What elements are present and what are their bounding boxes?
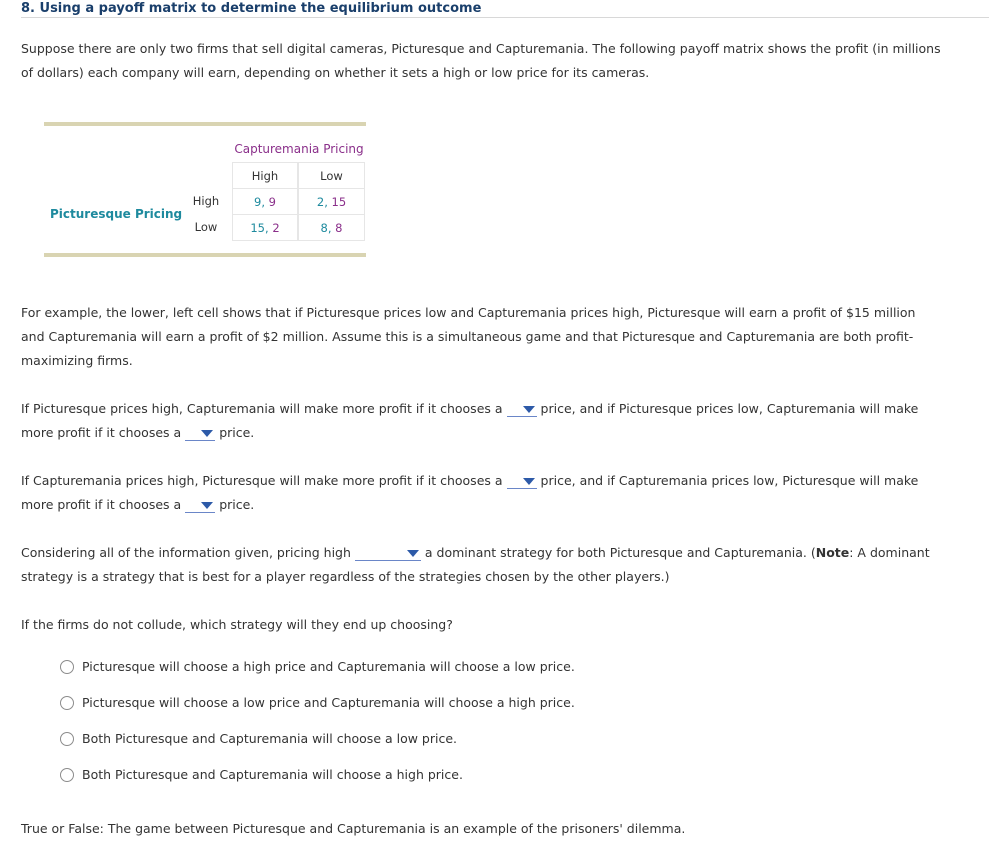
payoff-cell-low-high: 15, 2 (232, 214, 298, 241)
example-paragraph: For example, the lower, left cell shows that if Picturesque prices low and Capturemania prices high, Picturesque will earn a profit of $15 million and Capturemania will earn a profit of $2 million. Assume this is a simultaneous game and that Picturesque and Capturemania are both profit-maximizing firms. (21, 305, 916, 368)
chevron-down-icon (201, 430, 213, 437)
chevron-down-icon (523, 406, 535, 413)
option-label: Both Picturesque and Capturemania will choose a low price. (82, 731, 458, 746)
dropdown-dominant-strategy[interactable] (355, 546, 421, 561)
option-label: Both Picturesque and Capturemania will choose a high price. (82, 767, 463, 782)
row-label-high: High (192, 194, 220, 208)
question-no-collusion: If the firms do not collude, which strategy will they end up choosing? (21, 617, 453, 632)
radio-button[interactable] (60, 768, 74, 782)
dropdown-picturesque-if-high[interactable] (507, 474, 537, 489)
dropdown-picturesque-if-low[interactable] (185, 498, 215, 513)
row-player-header: Picturesque Pricing (50, 207, 183, 221)
radio-button[interactable] (60, 696, 74, 710)
radio-button[interactable] (60, 660, 74, 674)
intro-paragraph: Suppose there are only two firms that sell digital cameras, Picturesque and Capturemania. The following payoff matrix shows the profit (in millions of dollars) each company will earn, depending on whether it sets a high or low price for its cameras. (21, 41, 941, 80)
column-label-low: Low (298, 162, 365, 189)
payoff-cell-high-high: 9, 9 (232, 188, 298, 215)
payoff-matrix (44, 122, 366, 258)
chevron-down-icon (523, 478, 535, 485)
payoff-cell-high-low: 2, 15 (298, 188, 365, 215)
radio-button[interactable] (60, 732, 74, 746)
column-player-header: Capturemania Pricing (234, 142, 364, 156)
true-false-question: True or False: The game between Picturesque and Capturemania is an example of the prisoners' dilemma. (21, 821, 686, 836)
row-label-low: Low (194, 220, 218, 234)
question-dominant-strategy: Considering all of the information given, pricing high a dominant strategy for both Picturesque and Capturemania. (Note: A dominant strategy is a strategy that is best for a player regardless of the strategies chosen by the other players.) (21, 545, 930, 584)
title-divider (21, 17, 989, 18)
column-label-high: High (232, 162, 298, 189)
dropdown-capturemania-if-high[interactable] (507, 402, 537, 417)
chevron-down-icon (201, 502, 213, 509)
question-title: 8. Using a payoff matrix to determine the equilibrium outcome (21, 1, 482, 16)
option-label: Picturesque will choose a high price and Capturemania will choose a low price. (82, 659, 575, 674)
option-label: Picturesque will choose a low price and Capturemania will choose a high price. (82, 695, 575, 710)
chevron-down-icon (407, 550, 419, 557)
question-picturesque-best-response: If Capturemania prices high, Picturesque will make more profit if it chooses a price, and if Capturemania prices low, Picturesque will make more profit if it chooses a price. (21, 473, 919, 512)
payoff-cell-low-low: 8, 8 (298, 214, 365, 241)
matrix-bottom-rule (44, 253, 366, 257)
dropdown-capturemania-if-low[interactable] (185, 426, 215, 441)
question-capturemania-best-response: If Picturesque prices high, Capturemania will make more profit if it chooses a price, and if Picturesque prices low, Capturemania will make more profit if it chooses a price. (21, 401, 919, 440)
matrix-top-rule (44, 122, 366, 126)
